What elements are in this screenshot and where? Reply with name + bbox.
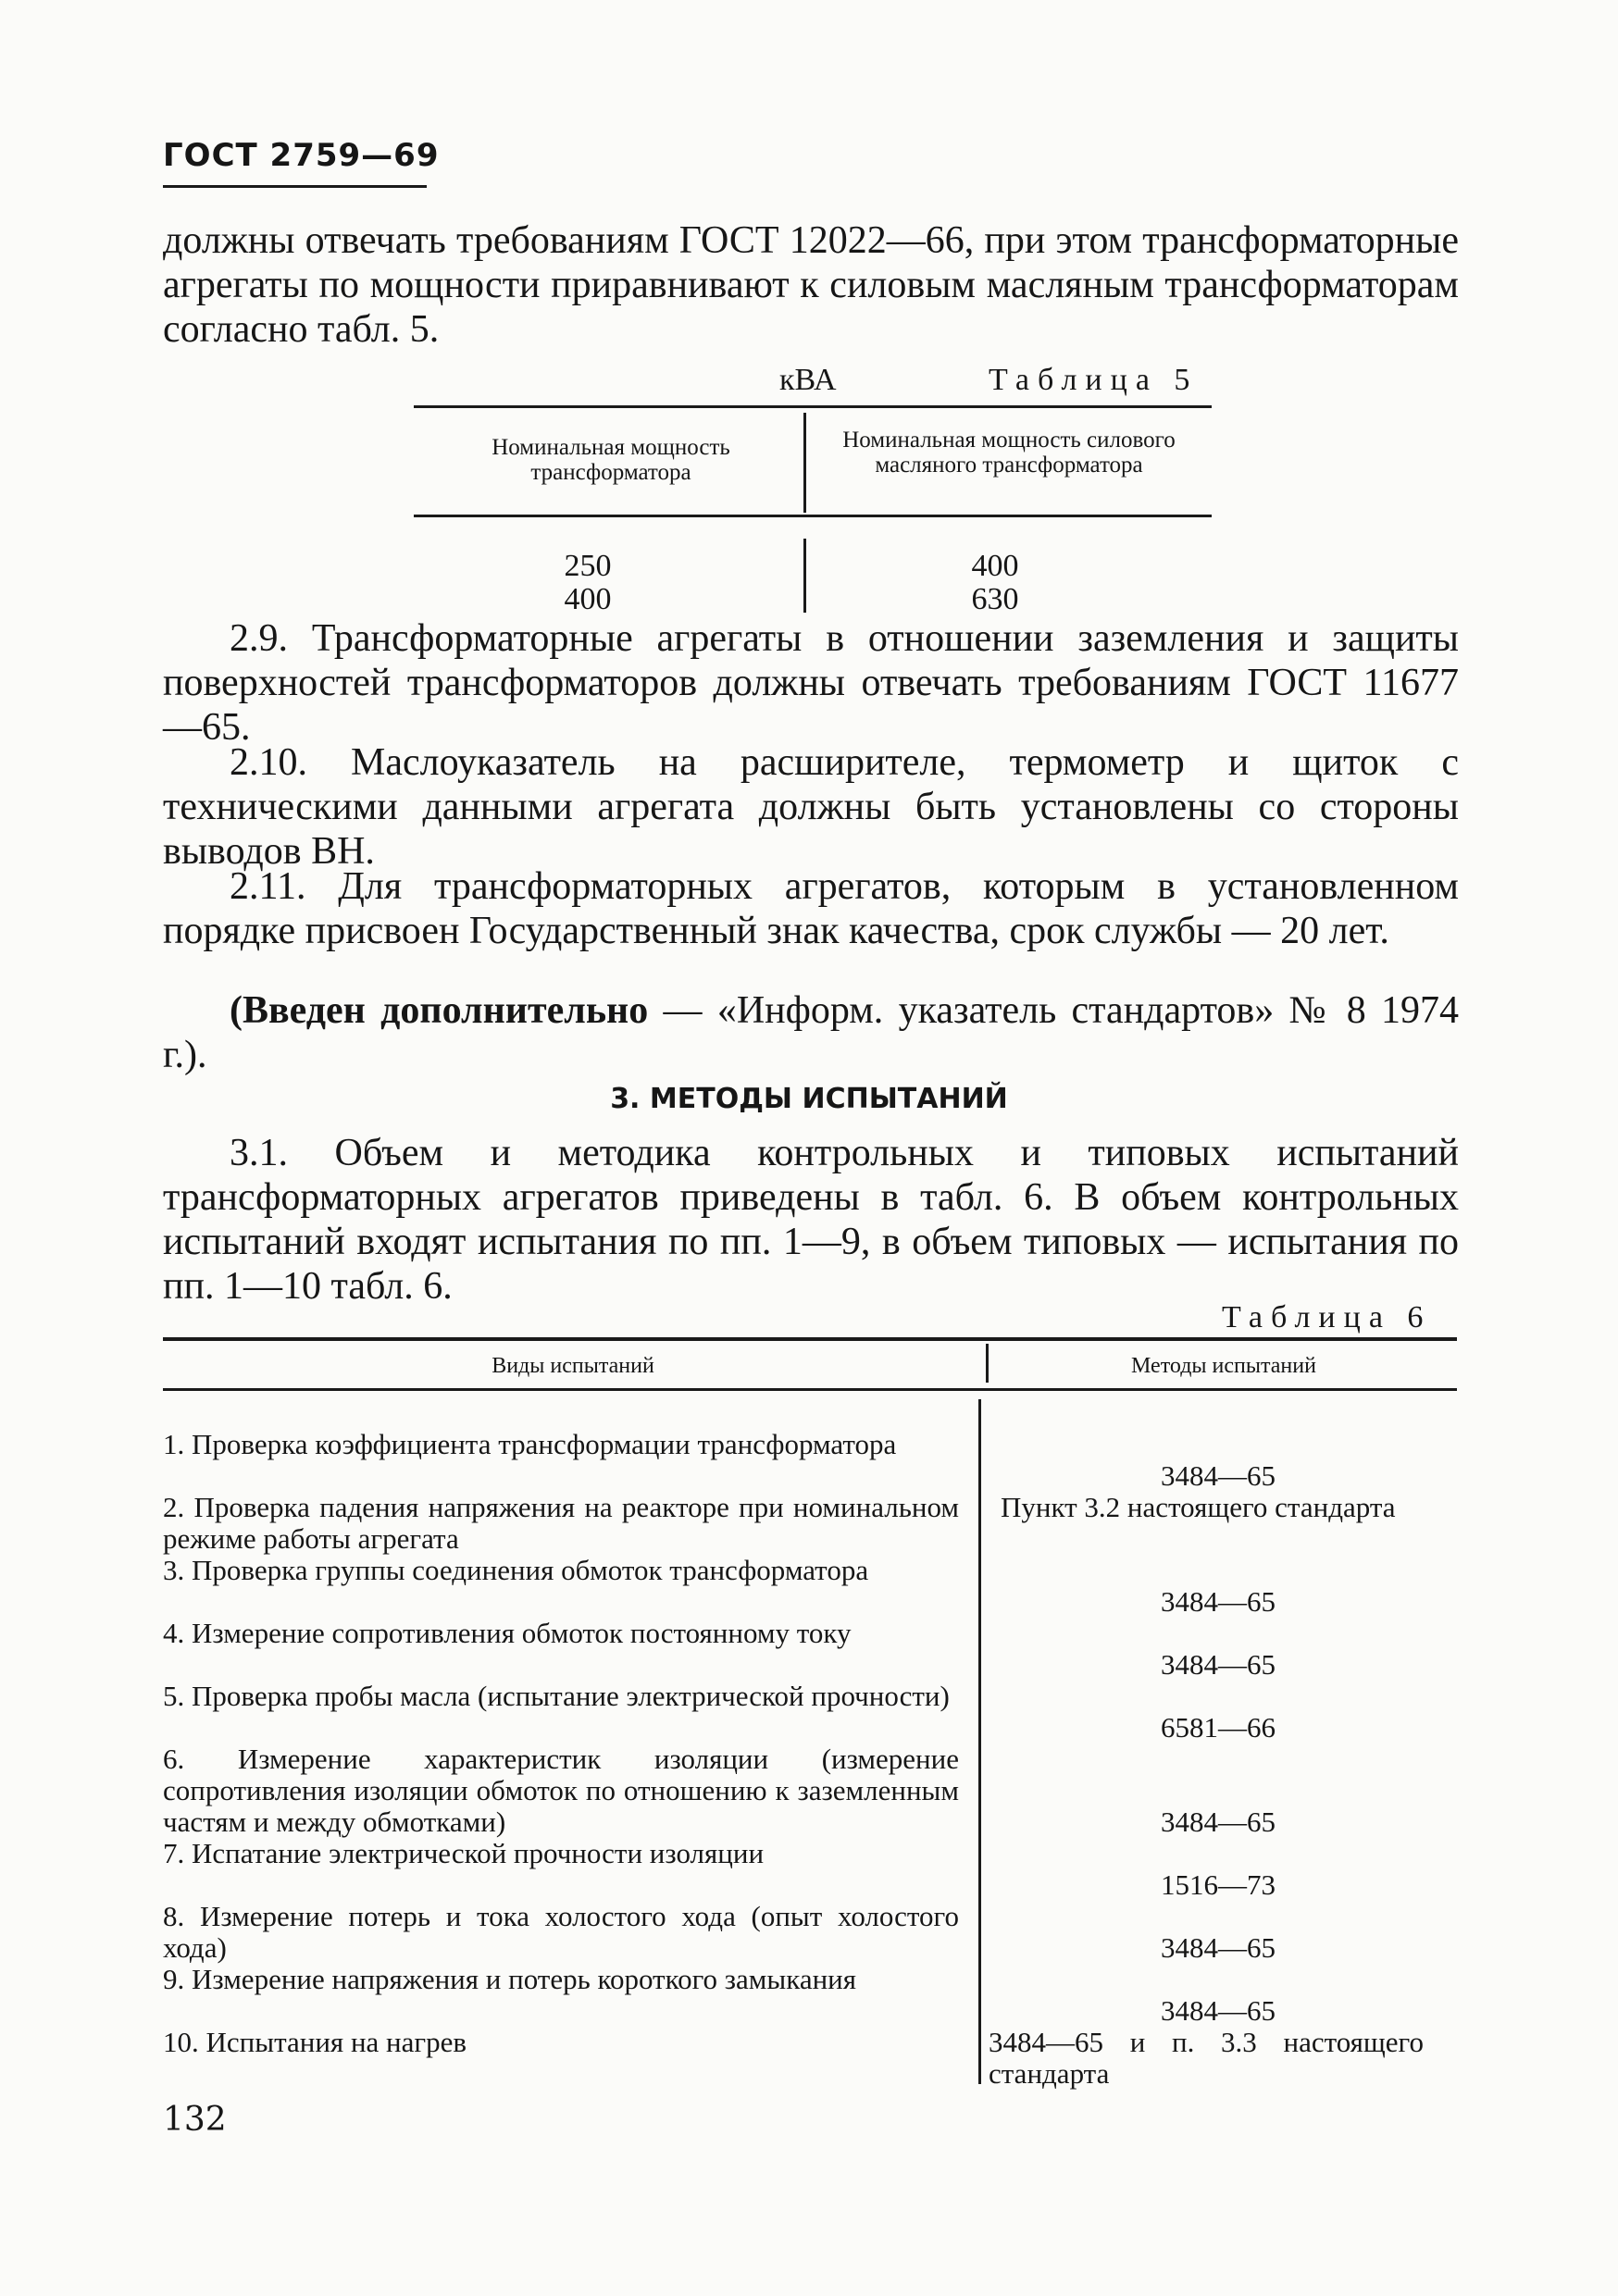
amendment-note (163, 988, 1459, 1077)
test-method: 3484—65 (1161, 1459, 1276, 1492)
table-row (163, 1617, 1457, 1681)
table5-top-rule (414, 405, 1212, 408)
test-method: 3484—65 (1161, 1585, 1276, 1618)
table5-cell: 250 (564, 549, 612, 583)
page-number: 132 (163, 2101, 227, 2139)
section-3-title: 3. МЕТОДЫ ИСПЫТАНИЙ (610, 1083, 1008, 1115)
table6-top-rule (163, 1337, 1457, 1341)
table5-cell: 400 (564, 582, 612, 616)
table6-col2-header: Методы испытаний (1131, 1354, 1316, 1378)
table-row (163, 2026, 1457, 2090)
test-method: 1516—73 (1161, 1868, 1276, 1901)
test-method: 3484—65 (1161, 1931, 1276, 1964)
header-underline (163, 185, 427, 188)
table5-unit: кВА (779, 363, 837, 397)
test-name: 5. Проверка пробы масла (испытание электрической прочности) (163, 1680, 950, 1712)
paragraph-3-1: 3.1. Объем и методика контрольных и типовых испытаний трансформаторных агрегатов приведены в табл. 6. В объем контрольных испытаний входят испытания по пп. 1—9, в объем типовых — испытания по пп. 1—10 табл. 6. (163, 1132, 1459, 1308)
test-method: 3484—65 (1161, 1994, 1276, 2027)
test-name: 9. Измерение напряжения и потерь короткого замыкания (163, 1963, 857, 1995)
table-row (163, 1837, 1457, 1901)
table6-header-rule (163, 1388, 1457, 1391)
table-row (163, 1491, 1457, 1555)
test-name: 4. Измерение сопротивления обмоток постоянному току (163, 1617, 852, 1649)
paragraph-2-11: 2.11. Для трансформаторных агрегатов, которым в установленном порядке присвоен Государственный знак качества, срок службы — 20 лет. (163, 865, 1459, 952)
intro-paragraph: должны отвечать требованиям ГОСТ 12022—66, при этом трансформаторные агрегаты по мощности приравнивают к силовым масляным трансформаторам согласно табл. 5. (163, 219, 1459, 351)
amendment-text: — «Информ. указатель стандартов» № 8 1974 г.). (163, 989, 1459, 1076)
table5-col2-header: Номинальная мощность силового масляного трансформатора (842, 428, 1176, 478)
amendment-bold: (Введен дополнительно (230, 989, 649, 1032)
test-method: 3484—65 (1161, 1648, 1276, 1681)
table6-header-divider (986, 1344, 989, 1383)
table-row (163, 1680, 1457, 1744)
table-row (163, 1963, 1457, 2027)
table-row (163, 1428, 1457, 1492)
table5-cell: 400 (971, 549, 1019, 583)
table6-col1-header: Виды испытаний (492, 1354, 654, 1378)
table-row (163, 1554, 1457, 1618)
test-name: 1. Проверка коэффициента трансформации трансформатора (163, 1428, 897, 1460)
test-name: 10. Испытания на нагрев (163, 2026, 467, 2058)
table5-col1-header: Номинальная мощность трансформатора (492, 435, 730, 485)
table5-header-rule (414, 515, 1212, 517)
table6-body-divider (978, 1399, 981, 2084)
test-name: 7. Испатание электрической прочности изоляции (163, 1837, 765, 1869)
table-row (163, 1900, 1457, 1964)
test-method: 3484—65 (1161, 1806, 1276, 1838)
paragraph-2-10: 2.10. Маслоуказатель на расширителе, термометр и щиток с техническими данными агрегата должны быть установлены со стороны выводов ВН. (163, 741, 1459, 873)
test-name: 3. Проверка группы соединения обмоток трансформатора (163, 1554, 869, 1586)
table5-header-divider (803, 413, 806, 513)
test-name: 8. Измерение потерь и тока холостого хода (опыт холостого хода) (163, 1900, 959, 1964)
paragraph-2-9: 2.9. Трансформаторные агрегаты в отношении заземления и защиты поверхностей трансформаторов должны отвечать требованиям ГОСТ 11677—65. (163, 617, 1459, 749)
test-name: 6. Измерение характеристик изоляции (измерение сопротивления изоляции обмоток по отношению к заземленным частям и между обмотками) (163, 1743, 959, 1838)
table5-cell: 630 (971, 582, 1019, 616)
standard-header: ГОСТ 2759—69 (163, 137, 440, 174)
test-method: 6581—66 (1161, 1711, 1276, 1744)
table6-title: Таблица 6 (1222, 1300, 1432, 1334)
test-method: 3484—65 и п. 3.3 настоящего стандарта (989, 2026, 1424, 2090)
table5-body-divider (803, 539, 806, 613)
test-method: Пункт 3.2 настоящего стандарта (1001, 1491, 1396, 1523)
table5-title: Таблица 5 (989, 363, 1199, 397)
test-name: 2. Проверка падения напряжения на реакторе при номинальном режиме работы агрегата (163, 1491, 959, 1555)
